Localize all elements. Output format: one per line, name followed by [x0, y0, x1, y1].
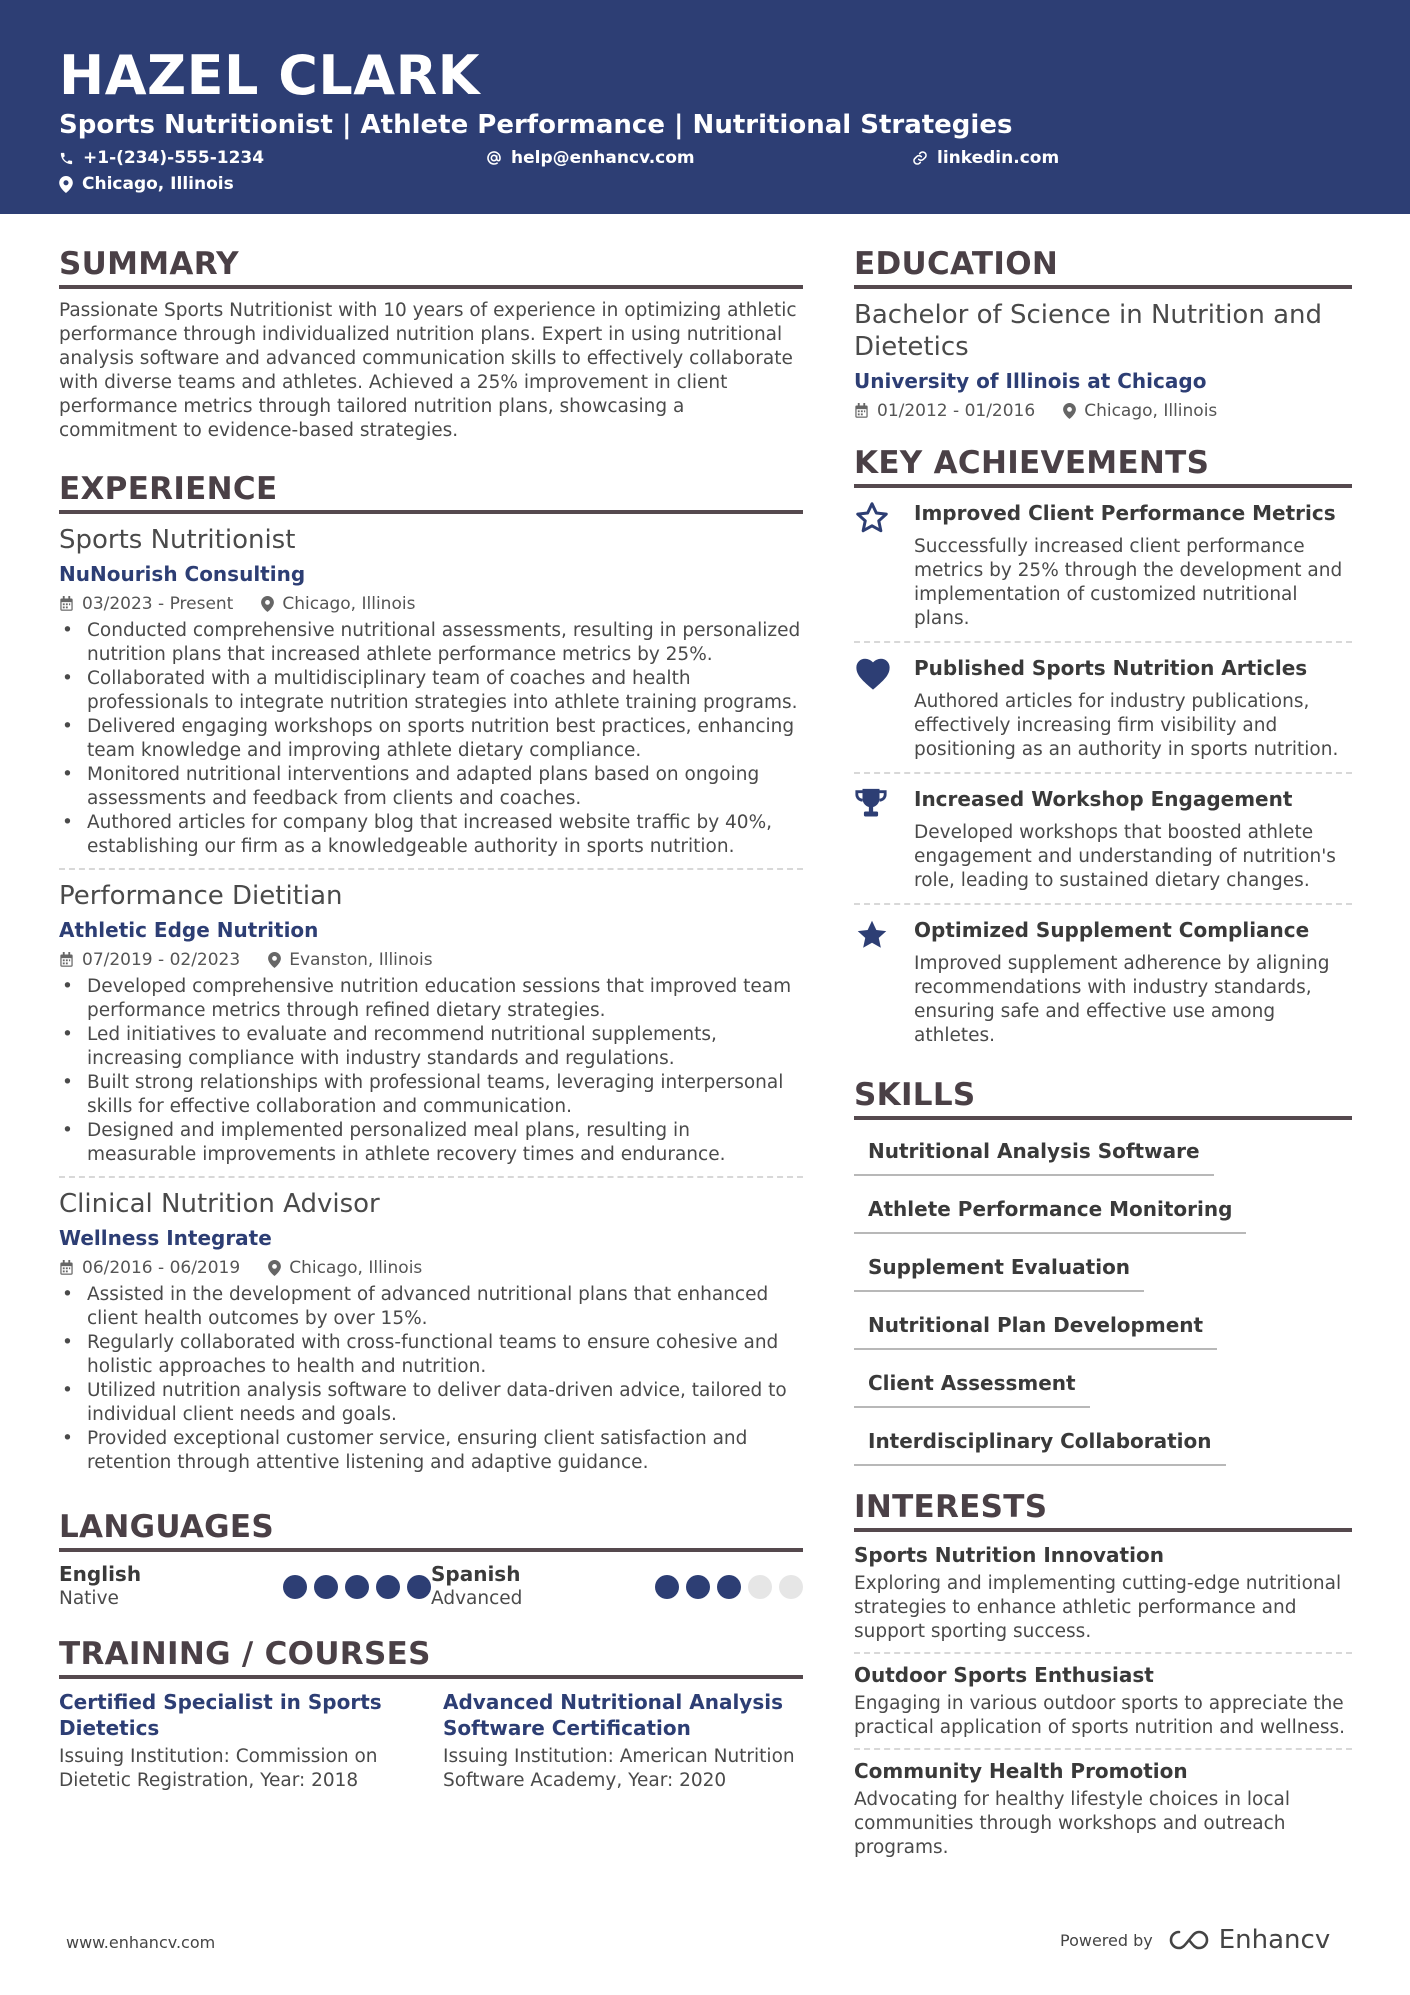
rating-dot-filled: [283, 1575, 307, 1599]
location-text: Chicago, Illinois: [82, 174, 234, 194]
job-dates: 03/2023 - Present: [82, 594, 234, 614]
bullet-item: • Utilized nutrition analysis software to deliver data-driven advice, tailored to individual client needs and goals.: [59, 1379, 803, 1427]
job-location: Evanston, Illinois: [289, 950, 433, 970]
brand-name: Enhancv: [1218, 1925, 1331, 1955]
rating-dot-filled: [686, 1575, 710, 1599]
rating-dot-empty: [748, 1575, 772, 1599]
summary-text: Passionate Sports Nutritionist with 10 years of experience in optimizing athletic performance through individualized nutrition plans. Expert in using nutritional analysis software and advanced communication skills to effectively collaborate with diverse teams and athletes. Achieved a 25% improvement in client performance metrics through tailored nutrition plans, showcasing a commitment to evidence-based strategies.: [59, 300, 797, 441]
rating-dot-filled: [717, 1575, 741, 1599]
bullet-item: • Developed comprehensive nutrition education sessions that improved team performance metrics through refined dietary strategies.: [59, 975, 803, 1023]
course-description: Issuing Institution: American Nutrition Software Academy, Year: 2020: [443, 1746, 795, 1791]
interest-item: [854, 1534, 1352, 1652]
right-column: [854, 245, 1352, 1868]
skill-tag: Client Assessment: [854, 1370, 1090, 1408]
job-entry: [59, 524, 803, 868]
course-title: Advanced Nutritional Analysis Software Certification: [443, 1690, 783, 1740]
achievement-title: Improved Client Performance Metrics: [914, 501, 1336, 525]
education-section: [854, 245, 1352, 422]
language-rating: [655, 1575, 803, 1599]
interest-description: Advocating for healthy lifestyle choices in local communities through workshops and outreach programs.: [854, 1789, 1290, 1858]
bullet-item: • Provided exceptional customer service, ensuring client satisfaction and retention through attentive listening and adaptive guidance.: [59, 1427, 803, 1475]
section-title-training: TRAINING / COURSES: [59, 1635, 803, 1679]
course-item: [443, 1689, 803, 1793]
education-location: Chicago, Illinois: [1084, 401, 1218, 421]
achievement-item: [854, 903, 1352, 1058]
location-pin-icon: [268, 952, 281, 968]
bullet-item: • Conducted comprehensive nutritional assessments, resulting in personalized nutrition plans that increased athlete performance metrics by 25%.: [59, 619, 803, 667]
skill-tag: Interdisciplinary Collaboration: [854, 1428, 1226, 1466]
school-name: University of Illinois at Chicago: [854, 369, 1207, 393]
enhancv-logo-icon: [1167, 1928, 1211, 1952]
education-dates: 01/2012 - 01/2016: [877, 401, 1036, 421]
section-title-languages: LANGUAGES: [59, 1508, 803, 1552]
languages-section: [59, 1508, 803, 1611]
job-dates: 07/2019 - 02/2023: [82, 950, 241, 970]
training-section: [59, 1635, 803, 1793]
trophy-icon: [854, 786, 888, 820]
job-title: Performance Dietitian: [59, 881, 343, 911]
email-text: help@enhancv.com: [511, 148, 695, 168]
rating-dot-empty: [779, 1575, 803, 1599]
link-icon: [912, 150, 928, 166]
bullet-item: • Collaborated with a multidisciplinary team of coaches and health professionals to integrate nutrition strategies into athlete training programs.: [59, 667, 803, 715]
interest-title: Community Health Promotion: [854, 1759, 1188, 1783]
skill-tag: Nutritional Plan Development: [854, 1312, 1217, 1350]
language-level: Native: [59, 1588, 119, 1609]
location-pin-icon: [1063, 403, 1076, 419]
job-bullets: [59, 975, 803, 1167]
location-pin-icon: [261, 596, 274, 612]
bullet-item: • Built strong relationships with professional teams, leveraging interpersonal skills for effective collaboration and communication.: [59, 1071, 803, 1119]
headline: Sports Nutritionist | Athlete Performance | Nutritional Strategies: [59, 110, 1013, 140]
interest-item: [854, 1748, 1352, 1868]
bullet-item: • Authored articles for company blog that increased website traffic by 40%, establishing our firm as a knowledgeable authority in sports nutrition.: [59, 811, 803, 859]
course-item: [59, 1689, 419, 1793]
section-title-summary: SUMMARY: [59, 245, 803, 289]
language-level: Advanced: [431, 1588, 523, 1609]
candidate-name: HAZEL CLARK: [59, 44, 480, 107]
bullet-item: • Regularly collaborated with cross-functional teams to ensure cohesive and holistic approaches to health and nutrition.: [59, 1331, 803, 1379]
company-name: Wellness Integrate: [59, 1226, 272, 1250]
achievement-item: [854, 488, 1352, 641]
education-meta: [854, 400, 1352, 422]
location-pin-icon: [59, 176, 73, 193]
contact-location: [59, 174, 234, 194]
linkedin-text: linkedin.com: [937, 148, 1060, 168]
powered-by-text: Powered by: [1060, 1930, 1153, 1950]
bullet-item: • Led initiatives to evaluate and recommend nutritional supplements, increasing compliance with industry standards and regulations.: [59, 1023, 803, 1071]
job-location: Chicago, Illinois: [289, 1258, 423, 1278]
job-title: Sports Nutritionist: [59, 525, 296, 555]
left-column: [59, 245, 803, 1793]
language-name: Spanish: [431, 1562, 521, 1586]
heart-icon: [854, 655, 892, 691]
interest-description: Exploring and implementing cutting-edge nutritional strategies to enhance athletic performance and support sporting success.: [854, 1573, 1342, 1642]
skill-tag: Athlete Performance Monitoring: [854, 1196, 1246, 1234]
job-entry: [59, 1176, 803, 1484]
section-title-interests: INTERESTS: [854, 1488, 1352, 1532]
calendar-icon: [59, 1260, 74, 1276]
calendar-icon: [59, 596, 74, 612]
job-meta: [59, 1257, 803, 1279]
section-title-achievements: KEY ACHIEVEMENTS: [854, 444, 1352, 488]
phone-icon: [59, 151, 74, 166]
job-bullets: [59, 1283, 803, 1475]
job-location: Chicago, Illinois: [282, 594, 416, 614]
interest-title: Sports Nutrition Innovation: [854, 1543, 1164, 1567]
interests-section: [854, 1488, 1352, 1868]
rating-dot-filled: [376, 1575, 400, 1599]
experience-section: [59, 470, 803, 1484]
achievement-item: [854, 772, 1352, 903]
achievement-title: Optimized Supplement Compliance: [914, 918, 1310, 942]
language-rating: [283, 1575, 431, 1599]
footer-branding: [1060, 1925, 1330, 1955]
achievement-description: Successfully increased client performance metrics by 25% through the development and implementation of customized nutritional plans.: [914, 536, 1343, 629]
header: [0, 0, 1410, 214]
achievement-title: Increased Workshop Engagement: [914, 787, 1293, 811]
calendar-icon: [854, 403, 869, 419]
contact-phone[interactable]: [59, 148, 264, 168]
achievement-description: Improved supplement adherence by aligning recommendations with industry standards, ensuring safe and effective use among athletes.: [914, 953, 1330, 1046]
brand-logo[interactable]: [1167, 1925, 1330, 1955]
job-entry: [59, 868, 803, 1176]
company-name: Athletic Edge Nutrition: [59, 918, 319, 942]
calendar-icon: [59, 952, 74, 968]
at-icon: [486, 150, 502, 166]
job-bullets: [59, 619, 803, 859]
rating-dot-filled: [345, 1575, 369, 1599]
contact-email[interactable]: [486, 148, 695, 168]
star-outline-icon: [854, 500, 890, 536]
course-title: Certified Specialist in Sports Dietetics: [59, 1690, 382, 1740]
bullet-item: • Monitored nutritional interventions and adapted plans based on ongoing assessments and feedback from clients and coaches.: [59, 763, 803, 811]
course-description: Issuing Institution: Commission on Dietetic Registration, Year: 2018: [59, 1746, 378, 1791]
bullet-item: • Assisted in the development of advanced nutritional plans that enhanced client health outcomes by over 15%.: [59, 1283, 803, 1331]
star-icon: [854, 917, 890, 953]
summary-section: [59, 245, 803, 443]
section-title-education: EDUCATION: [854, 245, 1352, 289]
skill-tag: Supplement Evaluation: [854, 1254, 1144, 1292]
contact-linkedin[interactable]: [912, 148, 1059, 168]
interest-item: [854, 1652, 1352, 1748]
language-item: [431, 1562, 803, 1611]
company-name: NuNourish Consulting: [59, 562, 306, 586]
achievements-section: [854, 444, 1352, 1058]
job-meta: [59, 949, 803, 971]
language-name: English: [59, 1562, 142, 1586]
rating-dot-filled: [314, 1575, 338, 1599]
location-pin-icon: [268, 1260, 281, 1276]
achievement-title: Published Sports Nutrition Articles: [914, 656, 1308, 680]
rating-dot-filled: [655, 1575, 679, 1599]
achievement-description: Developed workshops that boosted athlete engagement and understanding of nutrition's role, leading to sustained dietary changes.: [914, 822, 1336, 891]
achievement-description: Authored articles for industry publications, effectively increasing firm visibility and positioning as an authority in sports nutrition.: [914, 691, 1339, 760]
skill-tag: Nutritional Analysis Software: [854, 1138, 1214, 1176]
language-item: [59, 1562, 431, 1611]
interest-description: Engaging in various outdoor sports to appreciate the practical application of sports nutrition and wellness.: [854, 1693, 1346, 1738]
rating-dot-filled: [407, 1575, 431, 1599]
degree: Bachelor of Science in Nutrition and Dietetics: [854, 300, 1322, 362]
phone-text: +1-(234)-555-1234: [83, 148, 265, 168]
bullet-item: • Designed and implemented personalized meal plans, resulting in measurable improvements in athlete recovery times and endurance.: [59, 1119, 803, 1167]
bullet-item: • Delivered engaging workshops on sports nutrition best practices, enhancing team knowledge and improving athlete dietary compliance.: [59, 715, 803, 763]
section-title-skills: SKILLS: [854, 1076, 1352, 1120]
footer-website[interactable]: www.enhancv.com: [66, 1933, 216, 1952]
interest-title: Outdoor Sports Enthusiast: [854, 1663, 1154, 1687]
job-title: Clinical Nutrition Advisor: [59, 1189, 380, 1219]
job-dates: 06/2016 - 06/2019: [82, 1258, 241, 1278]
section-title-experience: EXPERIENCE: [59, 470, 803, 514]
job-meta: [59, 593, 803, 615]
achievement-item: [854, 641, 1352, 772]
skills-section: [854, 1076, 1352, 1466]
